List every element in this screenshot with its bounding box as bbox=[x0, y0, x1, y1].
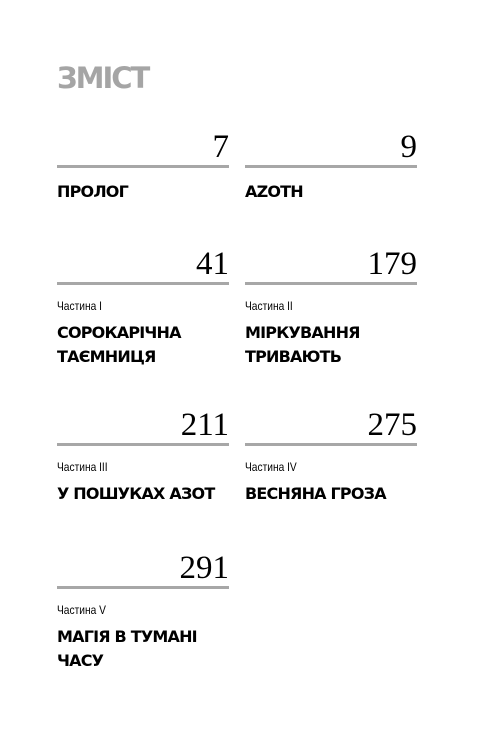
part-label: Частина V bbox=[57, 603, 106, 617]
chapter-title: СОРОКАРІЧНА ТАЄМНИЦЯ bbox=[57, 323, 181, 366]
toc-entry-part-4[interactable] bbox=[245, 409, 417, 506]
page-number: 275 bbox=[367, 407, 417, 443]
toc-entry-part-3[interactable] bbox=[57, 409, 229, 506]
page-number: 211 bbox=[180, 407, 229, 443]
page-title: ЗМІСТ bbox=[57, 61, 149, 95]
toc-entry-part-1[interactable] bbox=[57, 248, 229, 369]
page-number: 291 bbox=[179, 550, 229, 586]
divider-rule bbox=[57, 443, 229, 446]
chapter-title: МАГІЯ В ТУМАНІ ЧАСУ bbox=[57, 627, 197, 670]
divider-rule bbox=[245, 165, 417, 168]
toc-entry-part-5[interactable] bbox=[57, 552, 229, 673]
divider-rule bbox=[245, 443, 417, 446]
divider-rule bbox=[245, 282, 417, 285]
part-label: Частина III bbox=[57, 460, 108, 474]
part-label: Частина I bbox=[57, 299, 102, 313]
part-label: Частина II bbox=[245, 299, 293, 313]
page-number: 41 bbox=[196, 246, 229, 282]
chapter-title: У ПОШУКАХ АЗОТ bbox=[57, 484, 215, 503]
page-number: 179 bbox=[367, 246, 417, 282]
part-label: Частина IV bbox=[245, 460, 297, 474]
chapter-title: ПРОЛОГ bbox=[57, 182, 129, 201]
chapter-title: AZOTH bbox=[245, 182, 303, 201]
chapter-title: ВЕСНЯНА ГРОЗА bbox=[245, 484, 386, 503]
divider-rule bbox=[57, 282, 229, 285]
toc-entry-azoth[interactable] bbox=[245, 131, 417, 204]
divider-rule bbox=[57, 586, 229, 589]
divider-rule bbox=[57, 165, 229, 168]
chapter-title: МІРКУВАННЯ ТРИВАЮТЬ bbox=[245, 323, 360, 366]
toc-entry-prologue[interactable] bbox=[57, 131, 229, 204]
toc-entry-part-2[interactable] bbox=[245, 248, 417, 369]
page-number: 9 bbox=[400, 129, 417, 165]
page-number: 7 bbox=[212, 129, 229, 165]
